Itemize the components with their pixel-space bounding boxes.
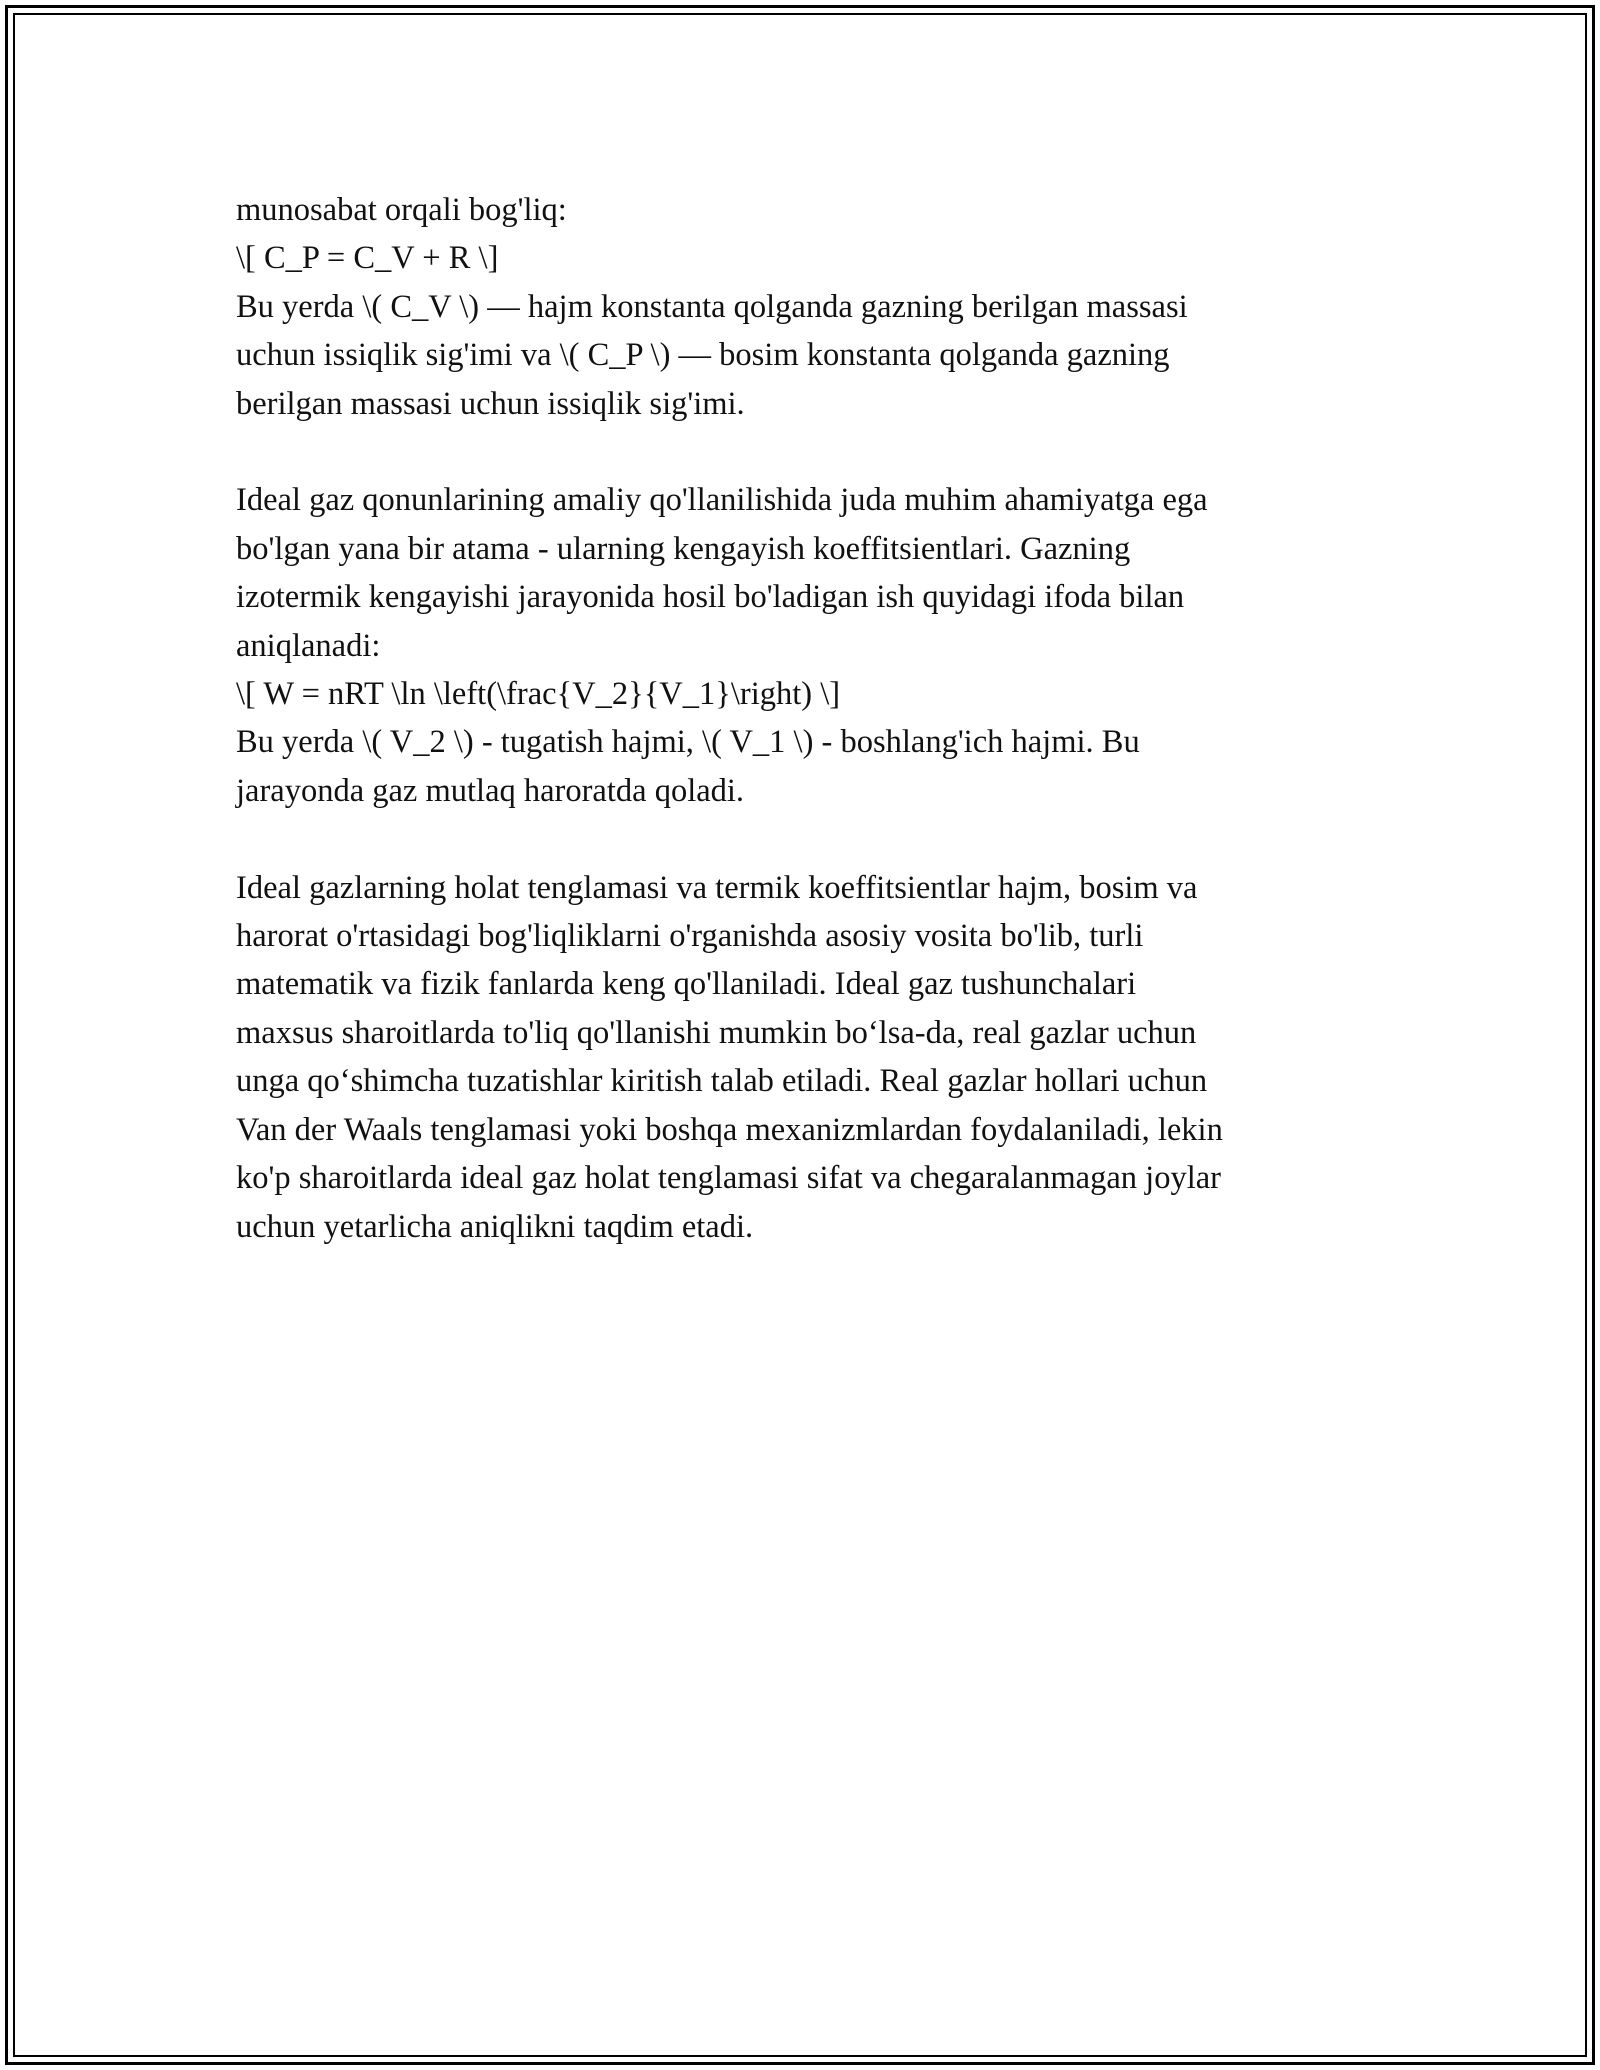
paragraph-conclusion: [236, 864, 1386, 1251]
text-line: izotermik kengayishi jarayonida hosil bo'ladigan ish quyidagi ifoda bilan: [236, 579, 1185, 616]
text-line: Bu yerda \( C_V \) — hajm konstanta qolganda gazning berilgan massasi: [236, 288, 1188, 325]
text-line: aniqlanadi:: [236, 627, 381, 664]
text-line: bo'lgan yana bir atama - ularning kengayish koeffitsientlari. Gazning: [236, 530, 1131, 567]
text-line: munosabat orqali bog'liq:: [236, 192, 567, 228]
text-line: ko'p sharoitlarda ideal gaz holat tenglamasi sifat va chegaralanmagan joylar: [236, 1160, 1221, 1197]
paragraph-heat-capacity: [236, 186, 1386, 428]
formula-line: \[ C_P = C_V + R \]: [236, 240, 499, 277]
document-body: [236, 186, 1386, 1299]
text-line: jarayonda gaz mutlaq haroratda qoladi.: [236, 772, 745, 809]
text-line: unga qo‘shimcha tuzatishlar kiritish talab etiladi. Real gazlar hollari uchun: [236, 1063, 1208, 1100]
formula-line: \[ W = nRT \ln \left(\frac{V_2}{V_1}\right) \]: [236, 676, 841, 713]
text-line: Ideal gaz qonunlarining amaliy qo'llanilishida juda muhim ahamiyatga ega: [236, 482, 1208, 519]
text-line: maxsus sharoitlarda to'liq qo'llanishi mumkin bo‘lsa-da, real gazlar uchun: [236, 1014, 1197, 1051]
paragraph-isothermal-work: [236, 476, 1386, 815]
text-line: Van der Waals tenglamasi yoki boshqa mexanizmlardan foydalaniladi, lekin: [236, 1111, 1223, 1148]
text-line: berilgan massasi uchun issiqlik sig'imi.: [236, 385, 745, 422]
text-line: harorat o'rtasidagi bog'liqliklarni o'rganishda asosiy vosita bo'lib, turli: [236, 918, 1144, 955]
text-line: Bu yerda \( V_2 \) - tugatish hajmi, \( V_1 \) - boshlang'ich hajmi. Bu: [236, 724, 1140, 761]
text-line: uchun yetarlicha aniqlikni taqdim etadi.: [236, 1208, 754, 1245]
text-line: uchun issiqlik sig'imi va \( C_P \) — bosim konstanta qolganda gazning: [236, 337, 1170, 374]
text-line: matematik va fizik fanlarda keng qo'llaniladi. Ideal gaz tushunchalari: [236, 966, 1137, 1003]
text-line: Ideal gazlarning holat tenglamasi va termik koeffitsientlar hajm, bosim va: [236, 869, 1198, 906]
